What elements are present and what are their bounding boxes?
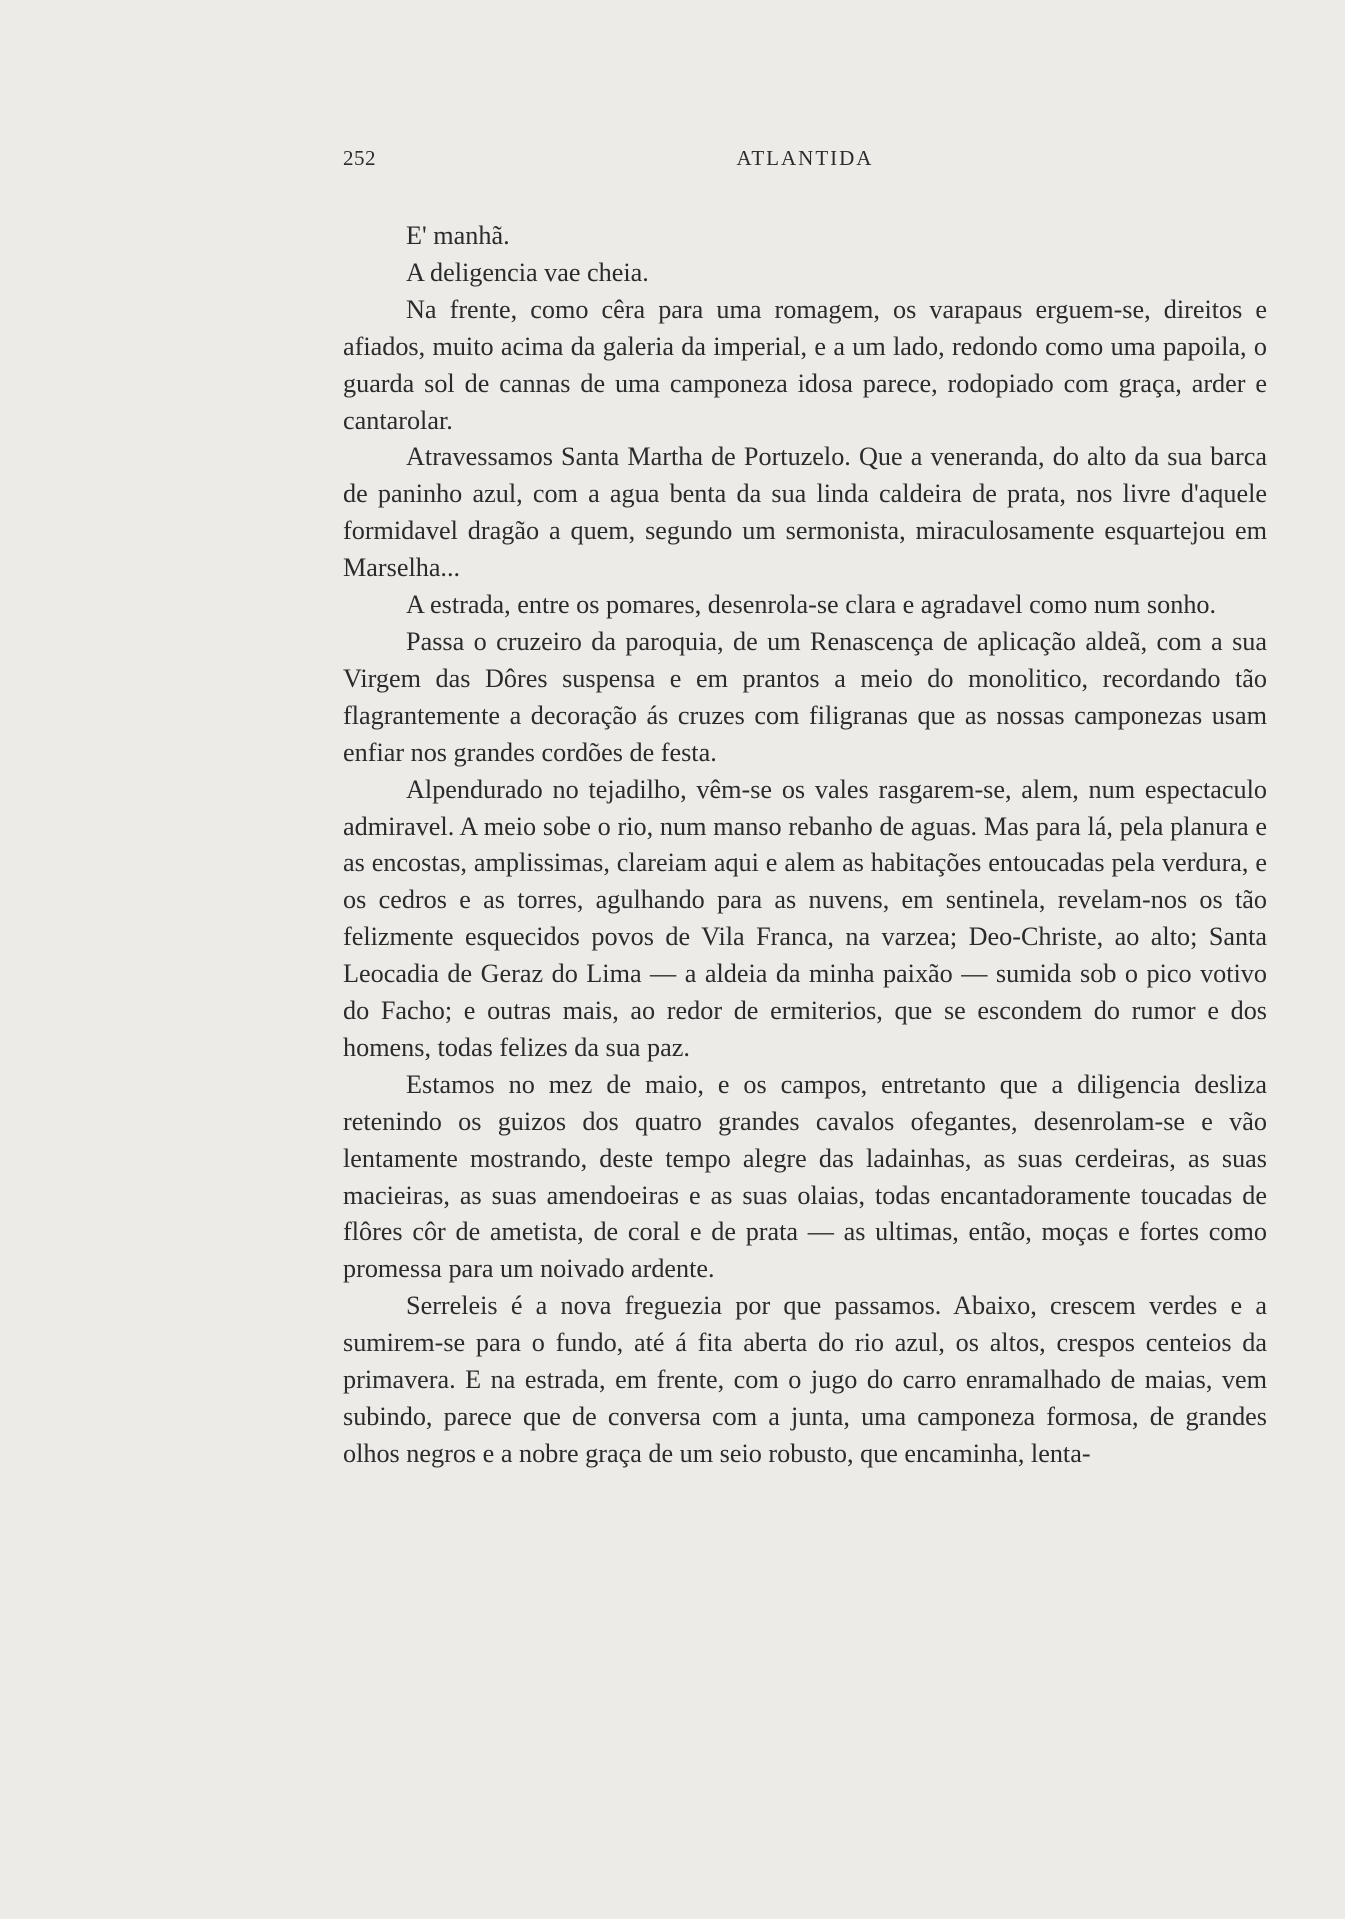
page-header	[343, 146, 1267, 178]
paragraph: Serreleis é a nova freguezia por que passamos. Abaixo, crescem verdes e a sumirem-se para o fundo, até á fita aberta do rio azul, os altos, crespos centeios da primavera. E na estrada, em frente, com o jugo do carro enramalhado de maias, vem subindo, parece que de conversa com a junta, uma camponeza formosa, de grandes olhos negros e a nobre graça de um seio robusto, que encaminha, lenta-	[343, 1291, 1267, 1468]
running-title: ATLANTIDA	[736, 146, 874, 170]
paragraph: A estrada, entre os pomares, desenrola-se clara e agradavel como num sonho.	[406, 590, 1217, 620]
paragraph: Na frente, como cêra para uma romagem, os varapaus erguem-se, direitos e afiados, muito acima da galeria da imperial, e a um lado, redondo como uma papoila, o guarda sol de cannas de uma camponeza idosa parece, rodopiado com graça, arder e cantarolar.	[343, 294, 1267, 435]
paragraph: A deligencia vae cheia.	[406, 257, 649, 287]
paragraph: Passa o cruzeiro da paroquia, de um Renascença de aplicação aldeã, com a sua Virgem das Dôres suspensa e em prantos a meio do monolitico, recordando tão flagrantemente a decoração ás cruzes com filigranas que as nossas camponezas usam enfiar nos grandes cordões de festa.	[343, 626, 1267, 767]
page-number: 252	[343, 146, 376, 170]
paragraph: Estamos no mez de maio, e os campos, entretanto que a diligencia desliza retenindo os guizos dos quatro grandes cavalos ofegantes, desenrolam-se e vão lentamente mostrando, deste tempo alegre das ladainhas, as suas cerdeiras, as suas macieiras, as suas amendoeiras e as suas olaias, todas encantadoramente toucadas de flôres côr de ametista, de coral e de prata — as ultimas, então, moças e fortes como promessa para um noivado ardente.	[343, 1069, 1267, 1284]
body-text	[343, 218, 1267, 1473]
paragraph: E' manhã.	[406, 221, 510, 250]
paragraph: Atravessamos Santa Martha de Portuzelo. Que a veneranda, do alto da sua barca de paninho azul, com a agua benta da sua linda caldeira de prata, nos livre d'aquele formidavel dragão a quem, segundo um sermonista, miraculosamente esquartejou em Marselha...	[343, 442, 1267, 583]
paragraph: Alpendurado no tejadilho, vêm-se os vales rasgarem-se, alem, num espectaculo admiravel. A meio sobe o rio, num manso rebanho de aguas. Mas para lá, pela planura e as encostas, amplissimas, clareiam aqui e alem as habitações entoucadas pela verdura, e os cedros e as torres, agulhando para as nuvens, em sentinela, revelam-nos os tão felizmente esquecidos povos de Vila Franca, na varzea; Deo-Christe, ao alto; Santa Leocadia de Geraz do Lima — a aldeia da minha paixão — sumida sob o pico votivo do Facho; e outras mais, ao redor de ermiterios, que se escondem do rumor e dos homens, todas felizes da sua paz.	[343, 774, 1267, 1062]
